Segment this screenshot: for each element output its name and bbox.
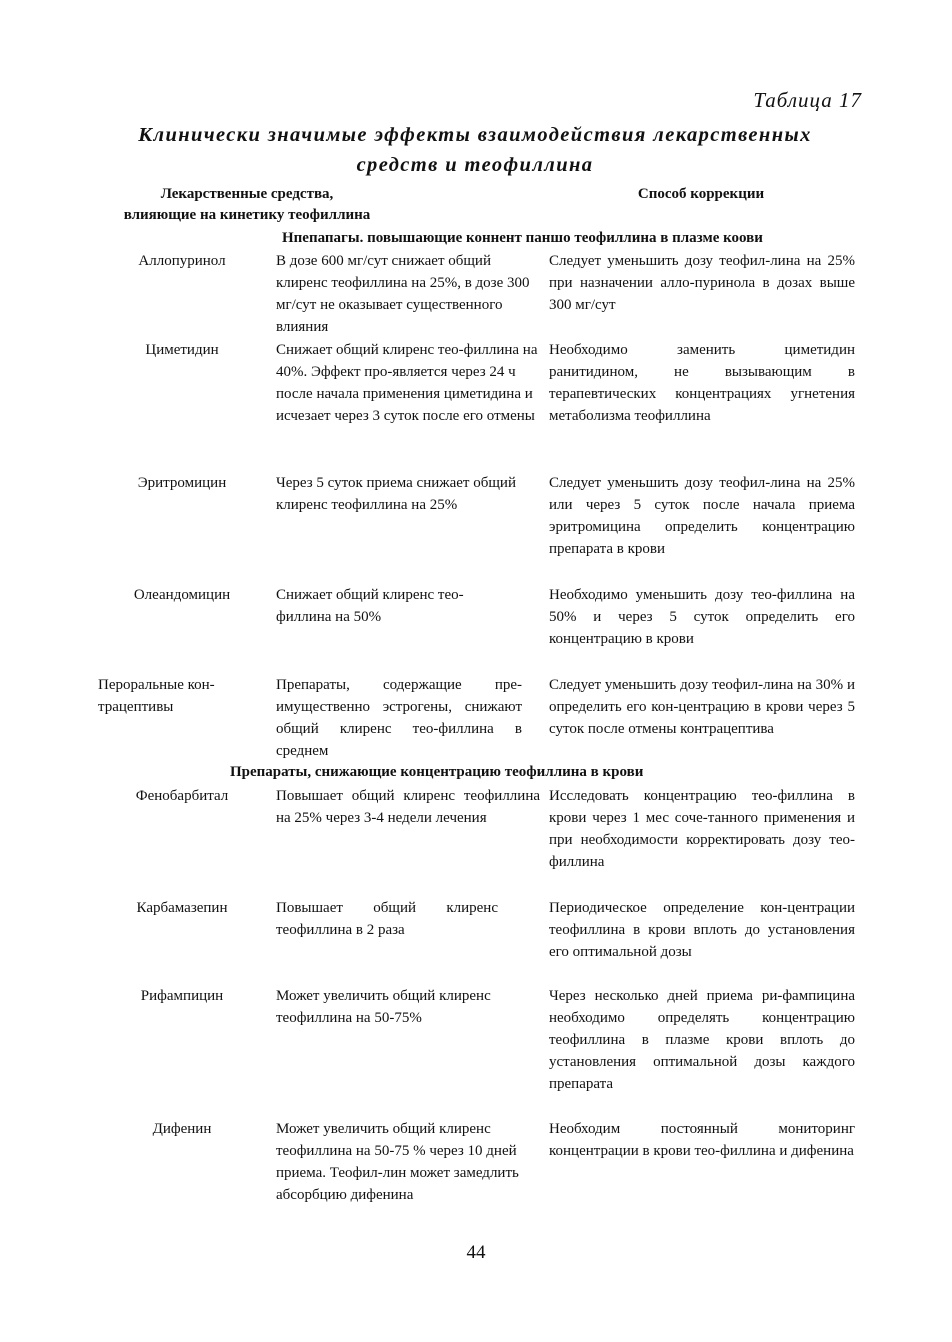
drug-name: Карбамазепин bbox=[136, 900, 228, 916]
drug-effect: Может увеличить общий клиренс теофиллина на 50-75% bbox=[276, 988, 491, 1026]
correction-method: Следует уменьшить дозу теофил-лина на 30% и определить его кон-центрацию в крови через 5 суток после отмены контрацептива bbox=[549, 677, 855, 737]
column-header-line: влияющие на кинетику теофиллина bbox=[123, 207, 371, 223]
drug-effect: В дозе 600 мг/сут снижает общий клиренс теофиллина на 25%, в дозе 300 мг/сут не оказывает существенного влияния bbox=[276, 253, 530, 335]
correction-method: Необходим постоянный мониторинг концентрации в крови тео-филлина и дифенина bbox=[549, 1121, 855, 1159]
table-title bbox=[90, 120, 860, 180]
drug-name: Дифенин bbox=[152, 1121, 212, 1137]
drug-name: Олеандомицин bbox=[133, 587, 231, 603]
table-title-line: средств и теофиллина bbox=[356, 154, 594, 176]
correction-method: Необходимо уменьшить дозу тео-филлина на 50% и через 5 суток определить его концентрацию в крови bbox=[549, 587, 855, 647]
correction-method: Исследовать концентрацию тео-филлина в крови через 1 мес соче-танного применения и при необходимости корректировать дозу тео-филлина bbox=[549, 788, 855, 870]
correction-method: Через несколько дней приема ри-фампицина необходимо определять концентрацию теофиллина в плазме крови вплоть до установления оптимальной дозы каждого препарата bbox=[549, 988, 855, 1092]
column-header-drugs bbox=[92, 184, 402, 226]
section-heading-increase: Нпепапагы. повышающие коннент паншо теофиллина в плазме коови bbox=[282, 230, 763, 246]
drug-effect: Снижает общий клиренс тео-филлина на 40%. Эффект про-является через 24 ч после начала применения циметидина и исчезает через 3 суток после его отмены bbox=[276, 342, 538, 424]
drug-effect: Может увеличить общий клиренс теофиллина на 50-75 % через 10 дней приема. Теофил-лин может замедлить абсорбцию дифенина bbox=[276, 1121, 519, 1203]
drug-name: Аллопуринол bbox=[138, 253, 226, 269]
section-heading-decrease: Препараты, снижающие концентрацию теофиллина в крови bbox=[230, 764, 644, 780]
drug-name: Рифампицин bbox=[140, 988, 224, 1004]
drug-effect: Повышает общий клиренс теофиллина на 25% через 3-4 недели лечения bbox=[276, 788, 540, 826]
table-number-label: Таблица 17 bbox=[753, 88, 862, 112]
drug-effect: Повышает общий клиренс теофиллина в 2 раза bbox=[276, 900, 498, 938]
correction-method: Периодическое определение кон-центрации теофиллина в крови вплоть до установления его оптимальной дозы bbox=[549, 900, 855, 960]
column-header-correction: Способ коррекции bbox=[637, 186, 765, 202]
drug-name: Циметидин bbox=[145, 342, 219, 358]
page-number: 44 bbox=[466, 1242, 486, 1263]
column-header-line: Лекарственные средства, bbox=[160, 186, 334, 202]
drug-name: Пероральные кон-трацептивы bbox=[98, 677, 215, 715]
correction-method: Необходимо заменить циметидин ранитидином, не вызывающим в терапевтических концентрациях угнетения метаболизма теофиллина bbox=[549, 342, 855, 424]
drug-name: Эритромицин bbox=[137, 475, 227, 491]
correction-method: Следует уменьшить дозу теофил-лина на 25% или через 5 суток после начала приема эритромицина определить концентрацию препарата в крови bbox=[549, 475, 855, 557]
drug-name: Фенобарбитал bbox=[135, 788, 229, 804]
drug-effect: Препараты, содержащие пре-имущественно эстрогены, снижают общий клиренс тео-филлина в среднем bbox=[276, 677, 522, 759]
drug-effect: Через 5 суток приема снижает общий клиренс теофиллина на 25% bbox=[276, 475, 516, 513]
table-title-line: Клинически значимые эффекты взаимодействия лекарственных bbox=[138, 124, 812, 146]
drug-effect: Снижает общий клиренс тео-филлина на 50% bbox=[276, 587, 464, 625]
correction-method: Следует уменьшить дозу теофил-лина на 25% при назначении алло-пуринола в дозах выше 300 мг/сут bbox=[549, 253, 855, 313]
